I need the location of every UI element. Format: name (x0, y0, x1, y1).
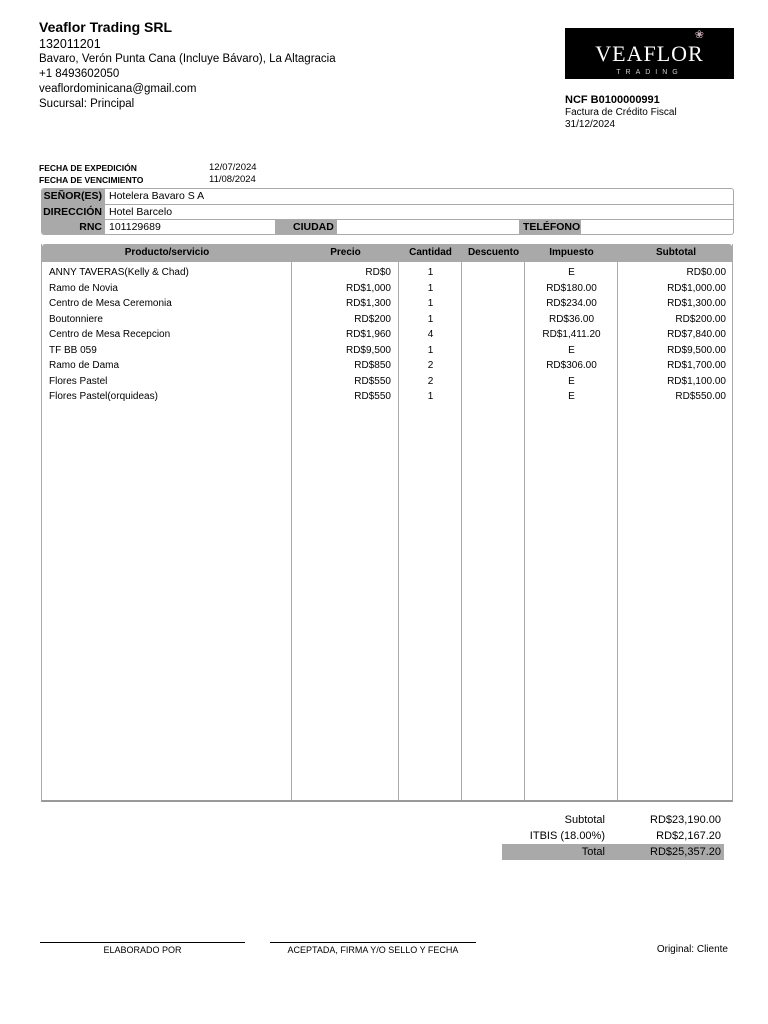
cell-qty: 4 (427, 329, 434, 340)
table-row (42, 265, 732, 281)
company-info (39, 18, 459, 112)
total-value: RD$25,357.20 (650, 846, 721, 858)
cell-subtotal: RD$0.00 (686, 267, 726, 278)
company-name: Veaflor Trading SRL (39, 19, 173, 35)
client-info (41, 188, 734, 235)
table-body (42, 265, 732, 405)
cell-subtotal: RD$1,300.00 (667, 298, 726, 309)
header-tax: Impuesto (549, 247, 594, 258)
cell-price: RD$850 (354, 360, 391, 371)
company-rnc: 132011201 (39, 37, 101, 51)
cell-subtotal: RD$200.00 (675, 313, 726, 325)
cell-price: RD$550 (354, 391, 391, 402)
company-logo (565, 28, 734, 79)
cell-product: Ramo de Novia (49, 282, 118, 294)
cell-tax: E (568, 391, 575, 402)
cell-product: TF BB 059 (49, 344, 97, 356)
cell-qty: 1 (427, 282, 434, 294)
logo-main-text: VEAFLOR (595, 41, 704, 66)
cell-qty: 1 (427, 298, 434, 309)
ncf-type: Factura de Crédito Fiscal (565, 107, 677, 118)
cell-product: Ramo de Dama (49, 360, 120, 371)
original-copy-label: Original: Cliente (656, 944, 728, 955)
cell-qty: 1 (427, 344, 434, 356)
table-row (42, 296, 732, 312)
cell-tax: E (568, 344, 575, 356)
client-address-label: DIRECCIÓN (42, 205, 105, 219)
logo-sub-text: TRADING (616, 69, 683, 76)
table-row (42, 327, 732, 343)
header-product: Producto/servicio (124, 247, 210, 258)
cell-subtotal: RD$550.00 (675, 391, 726, 402)
cell-product: Centro de Mesa Recepcion (49, 329, 171, 340)
totals-block (502, 812, 724, 860)
table-header (42, 244, 732, 262)
cell-tax: RD$180.00 (546, 282, 597, 294)
header-subtotal: Subtotal (656, 247, 696, 258)
cell-price: RD$1,960 (345, 329, 391, 340)
cell-product: Flores Pastel(orquideas) (49, 391, 158, 402)
cell-price: RD$9,500 (345, 344, 391, 356)
company-email: veaflordominicana@gmail.com (39, 83, 197, 95)
cell-tax: E (568, 267, 575, 278)
cell-tax: RD$1,411.20 (542, 329, 601, 340)
ncf-block (565, 94, 745, 131)
due-date-value: 11/08/2024 (209, 174, 256, 185)
cell-subtotal: RD$1,100.00 (667, 375, 726, 387)
table-row (42, 358, 732, 374)
itbis-label: ITBIS (18.00%) (529, 830, 605, 842)
client-name-label: SEÑOR(ES) (42, 189, 105, 204)
issue-date-label: FECHA DE EXPEDICIÓN (39, 163, 137, 173)
accepted-signature: ACEPTADA, FIRMA Y/O SELLO Y FECHA (270, 942, 476, 956)
cell-subtotal: RD$1,700.00 (667, 360, 726, 371)
cell-qty: 1 (427, 267, 434, 278)
flower-icon: ❀ (694, 29, 704, 41)
client-rnc-value: 101129689 (109, 221, 161, 233)
client-rnc-label: RNC (42, 220, 105, 234)
cell-subtotal: RD$7,840.00 (667, 329, 726, 340)
client-phone-label: TELÉFONO (519, 220, 581, 234)
table-row (42, 389, 732, 405)
cell-price: RD$0 (365, 267, 391, 278)
due-date-label: FECHA DE VENCIMIENTO (39, 175, 144, 185)
cell-price: RD$200 (354, 313, 391, 325)
company-address: Bavaro, Verón Punta Cana (Incluye Bávaro), La Altagracia (39, 53, 336, 65)
cell-tax: RD$306.00 (546, 360, 597, 371)
header-discount: Descuento (467, 247, 520, 258)
cell-qty: 1 (427, 313, 434, 325)
table-row (42, 312, 732, 328)
prepared-by-signature: ELABORADO POR (40, 942, 245, 956)
table-row (42, 374, 732, 390)
client-name-value: Hotelera Bavaro S A (109, 190, 205, 202)
items-table (41, 244, 733, 802)
header-qty: Cantidad (409, 247, 452, 258)
cell-price: RD$1,000 (345, 282, 391, 294)
itbis-value: RD$2,167.20 (656, 830, 721, 842)
cell-qty: 2 (427, 375, 434, 387)
ncf-number: NCF B0100000991 (565, 94, 660, 106)
cell-product: Flores Pastel (49, 375, 108, 387)
cell-subtotal: RD$9,500.00 (667, 344, 726, 356)
table-row (42, 281, 732, 297)
cell-tax: RD$36.00 (548, 313, 595, 325)
issue-date-value: 12/07/2024 (209, 162, 257, 173)
cell-tax: E (568, 375, 575, 387)
table-row (42, 343, 732, 359)
cell-qty: 2 (427, 360, 434, 371)
company-branch: Sucursal: Principal (39, 98, 135, 110)
cell-product: Boutonniere (49, 313, 103, 325)
client-address-value: Hotel Barcelo (109, 206, 173, 218)
subtotal-label: Subtotal (564, 814, 605, 826)
cell-price: RD$550 (354, 375, 391, 387)
cell-price: RD$1,300 (345, 298, 391, 309)
company-phone: +1 8493602050 (39, 68, 120, 80)
subtotal-value: RD$23,190.00 (650, 814, 721, 826)
client-city-label: CIUDAD (275, 220, 337, 234)
total-label: Total (581, 846, 605, 858)
cell-product: Centro de Mesa Ceremonia (49, 298, 172, 309)
cell-product: ANNY TAVERAS(Kelly & Chad) (49, 267, 189, 278)
cell-tax: RD$234.00 (546, 298, 597, 309)
header-price: Precio (330, 247, 361, 258)
cell-subtotal: RD$1,000.00 (667, 282, 726, 294)
cell-qty: 1 (427, 391, 434, 402)
ncf-date: 31/12/2024 (565, 119, 616, 130)
